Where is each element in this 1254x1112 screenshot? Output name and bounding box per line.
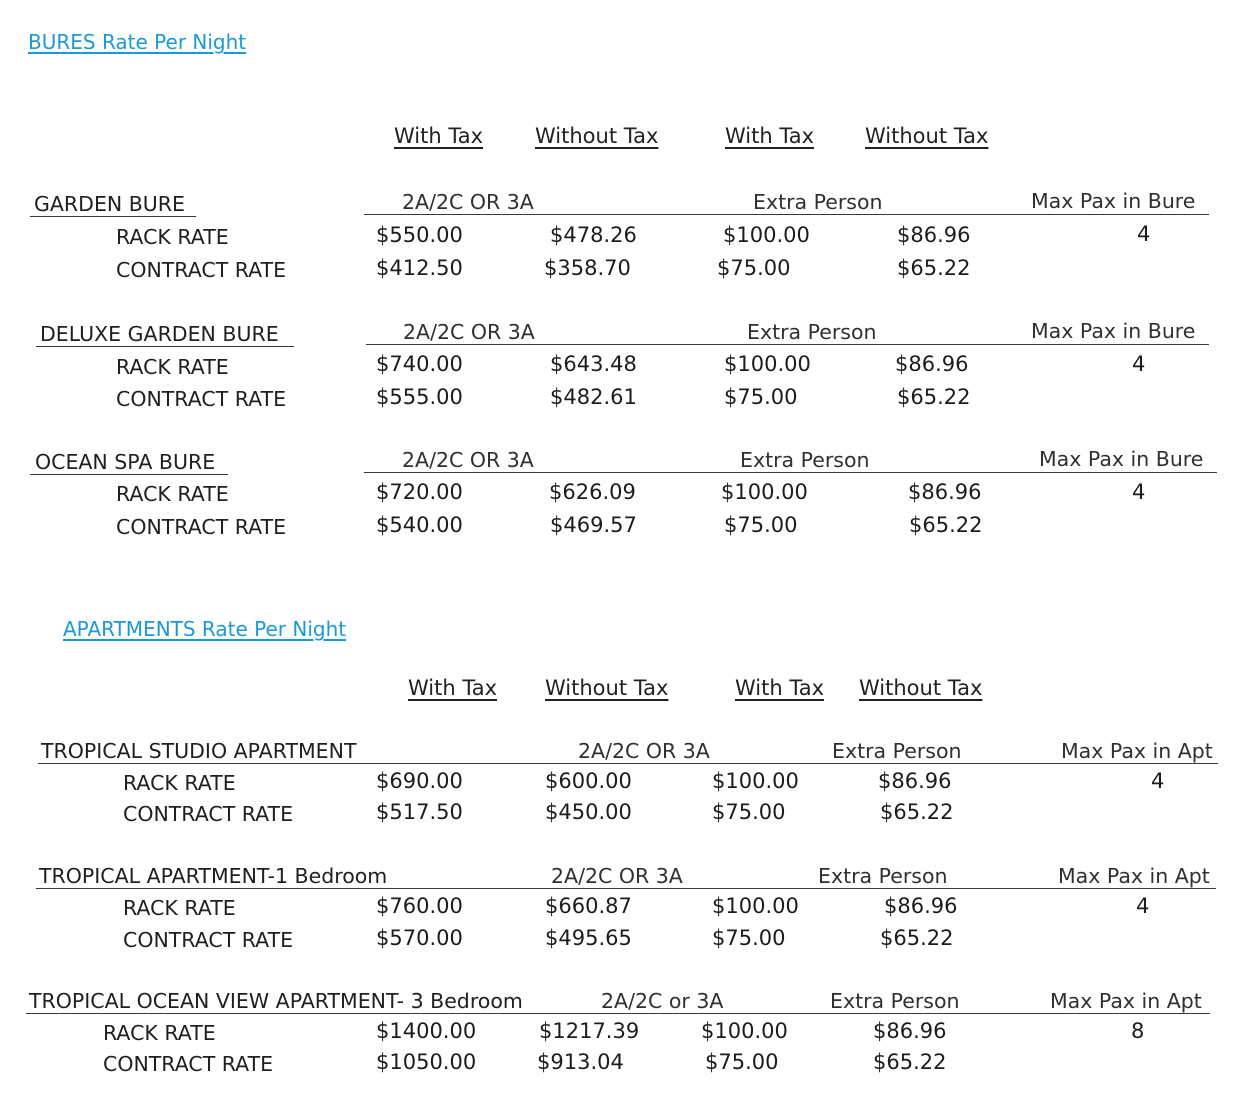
- occupancy-label: 2A/2C OR 3A: [402, 448, 534, 472]
- extra-with-tax: $75.00: [712, 926, 786, 950]
- extra-without-tax: $86.96: [895, 352, 969, 376]
- room-name: TROPICAL OCEAN VIEW APARTMENT- 3 Bedroom: [29, 989, 523, 1013]
- rate-with-tax: $760.00: [376, 894, 463, 918]
- rate-without-tax: $450.00: [545, 800, 632, 824]
- max-pax-label: Max Pax in Apt: [1061, 739, 1213, 763]
- col-without-tax: Without Tax: [535, 124, 659, 148]
- room-name: TROPICAL STUDIO APARTMENT: [41, 739, 357, 763]
- rate-with-tax: $570.00: [376, 926, 463, 950]
- rate-without-tax: $1217.39: [539, 1019, 640, 1043]
- rate-without-tax: $482.61: [550, 385, 637, 409]
- extra-person-label: Extra Person: [740, 448, 870, 472]
- extra-without-tax: $65.22: [873, 1050, 947, 1074]
- rate-label: CONTRACT RATE: [103, 1052, 274, 1076]
- rate-without-tax: $478.26: [550, 223, 637, 247]
- max-pax-value: 4: [1132, 352, 1146, 376]
- room-name: OCEAN SPA BURE: [35, 450, 216, 474]
- rate-label: CONTRACT RATE: [123, 928, 294, 952]
- underline-rule: [36, 346, 294, 347]
- extra-without-tax: $65.22: [880, 800, 954, 824]
- underline-rule: [364, 472, 1217, 473]
- underline-rule: [30, 216, 196, 217]
- rate-with-tax: $720.00: [376, 480, 463, 504]
- rate-with-tax: $740.00: [376, 352, 463, 376]
- rate-without-tax: $495.65: [545, 926, 632, 950]
- rate-with-tax: $412.50: [376, 256, 463, 280]
- occupancy-label: 2A/2C OR 3A: [403, 320, 535, 344]
- rate-with-tax: $517.50: [376, 800, 463, 824]
- underline-rule: [364, 214, 1209, 215]
- rate-label: RACK RATE: [116, 225, 229, 249]
- underline-rule: [36, 888, 1216, 889]
- extra-with-tax: $75.00: [724, 513, 798, 537]
- occupancy-label: 2A/2C OR 3A: [551, 864, 683, 888]
- rate-label: RACK RATE: [116, 482, 229, 506]
- rate-label: CONTRACT RATE: [116, 258, 287, 282]
- apartments-section-title: [63, 617, 346, 641]
- extra-without-tax: $65.22: [909, 513, 983, 537]
- max-pax-label: Max Pax in Bure: [1031, 319, 1196, 343]
- extra-with-tax: $100.00: [701, 1019, 788, 1043]
- occupancy-label: 2A/2C or 3A: [601, 989, 724, 1013]
- col-extra-with-tax: With Tax: [725, 124, 815, 148]
- extra-person-label: Extra Person: [818, 864, 948, 888]
- max-pax-label: Max Pax in Bure: [1039, 447, 1204, 471]
- extra-with-tax: $75.00: [705, 1050, 779, 1074]
- extra-without-tax: $86.96: [897, 223, 971, 247]
- extra-with-tax: $100.00: [724, 352, 811, 376]
- extra-without-tax: $86.96: [873, 1019, 947, 1043]
- underline-rule: [26, 1013, 1210, 1014]
- extra-without-tax: $65.22: [897, 256, 971, 280]
- max-pax-label: Max Pax in Bure: [1031, 189, 1196, 213]
- rate-label: RACK RATE: [123, 896, 236, 920]
- extra-without-tax: $86.96: [884, 894, 958, 918]
- occupancy-label: 2A/2C OR 3A: [578, 739, 710, 763]
- rate-without-tax: $913.04: [537, 1050, 624, 1074]
- bures-section-title: BURES Rate Per Night: [28, 30, 247, 54]
- underline-rule: [366, 344, 1209, 345]
- col-extra-without-tax: Without Tax: [865, 124, 989, 148]
- rate-label: RACK RATE: [116, 355, 229, 379]
- rate-label: RACK RATE: [103, 1021, 216, 1045]
- extra-with-tax: $100.00: [712, 894, 799, 918]
- extra-person-label: Extra Person: [753, 190, 883, 214]
- apartments-title-rest: Rate Per Night: [195, 617, 347, 641]
- rate-without-tax: $626.09: [549, 480, 636, 504]
- rate-without-tax: $600.00: [545, 769, 632, 793]
- rate-without-tax: $358.70: [544, 256, 631, 280]
- extra-without-tax: $86.96: [878, 769, 952, 793]
- rate-without-tax: $469.57: [550, 513, 637, 537]
- extra-person-label: Extra Person: [830, 989, 960, 1013]
- extra-person-label: Extra Person: [747, 320, 877, 344]
- col-extra-without-tax: Without Tax: [859, 676, 983, 700]
- rate-with-tax: $550.00: [376, 223, 463, 247]
- rate-with-tax: $540.00: [376, 513, 463, 537]
- room-name: TROPICAL APARTMENT-1 Bedroom: [39, 864, 388, 888]
- max-pax-value: 4: [1151, 769, 1165, 793]
- extra-person-label: Extra Person: [832, 739, 962, 763]
- extra-with-tax: $100.00: [712, 769, 799, 793]
- max-pax-value: 4: [1136, 894, 1150, 918]
- extra-without-tax: $65.22: [880, 926, 954, 950]
- rate-label: CONTRACT RATE: [123, 802, 294, 826]
- apartments-title-word: APARTMENTS: [63, 617, 196, 641]
- extra-with-tax: $75.00: [724, 385, 798, 409]
- room-name: DELUXE GARDEN BURE: [40, 322, 279, 346]
- extra-with-tax: $75.00: [717, 256, 791, 280]
- col-with-tax: With Tax: [408, 676, 498, 700]
- occupancy-label: 2A/2C OR 3A: [402, 190, 534, 214]
- rate-with-tax: $555.00: [376, 385, 463, 409]
- rate-label: CONTRACT RATE: [116, 515, 287, 539]
- rate-without-tax: $643.48: [550, 352, 637, 376]
- max-pax-label: Max Pax in Apt: [1050, 989, 1202, 1013]
- extra-without-tax: $65.22: [897, 385, 971, 409]
- extra-with-tax: $100.00: [723, 223, 810, 247]
- underline-rule: [30, 474, 228, 475]
- col-without-tax: Without Tax: [545, 676, 669, 700]
- rate-label: RACK RATE: [123, 771, 236, 795]
- max-pax-value: 4: [1132, 480, 1146, 504]
- col-extra-with-tax: With Tax: [735, 676, 825, 700]
- rate-with-tax: $690.00: [376, 769, 463, 793]
- col-with-tax: With Tax: [394, 124, 484, 148]
- max-pax-label: Max Pax in Apt: [1058, 864, 1210, 888]
- rate-label: CONTRACT RATE: [116, 387, 287, 411]
- extra-with-tax: $100.00: [721, 480, 808, 504]
- rate-with-tax: $1400.00: [376, 1019, 477, 1043]
- underline-rule: [38, 763, 1218, 764]
- rate-without-tax: $660.87: [545, 894, 632, 918]
- extra-with-tax: $75.00: [712, 800, 786, 824]
- max-pax-value: 4: [1137, 222, 1151, 246]
- room-name: GARDEN BURE: [34, 192, 186, 216]
- extra-without-tax: $86.96: [908, 480, 982, 504]
- max-pax-value: 8: [1131, 1019, 1145, 1043]
- rate-with-tax: $1050.00: [376, 1050, 477, 1074]
